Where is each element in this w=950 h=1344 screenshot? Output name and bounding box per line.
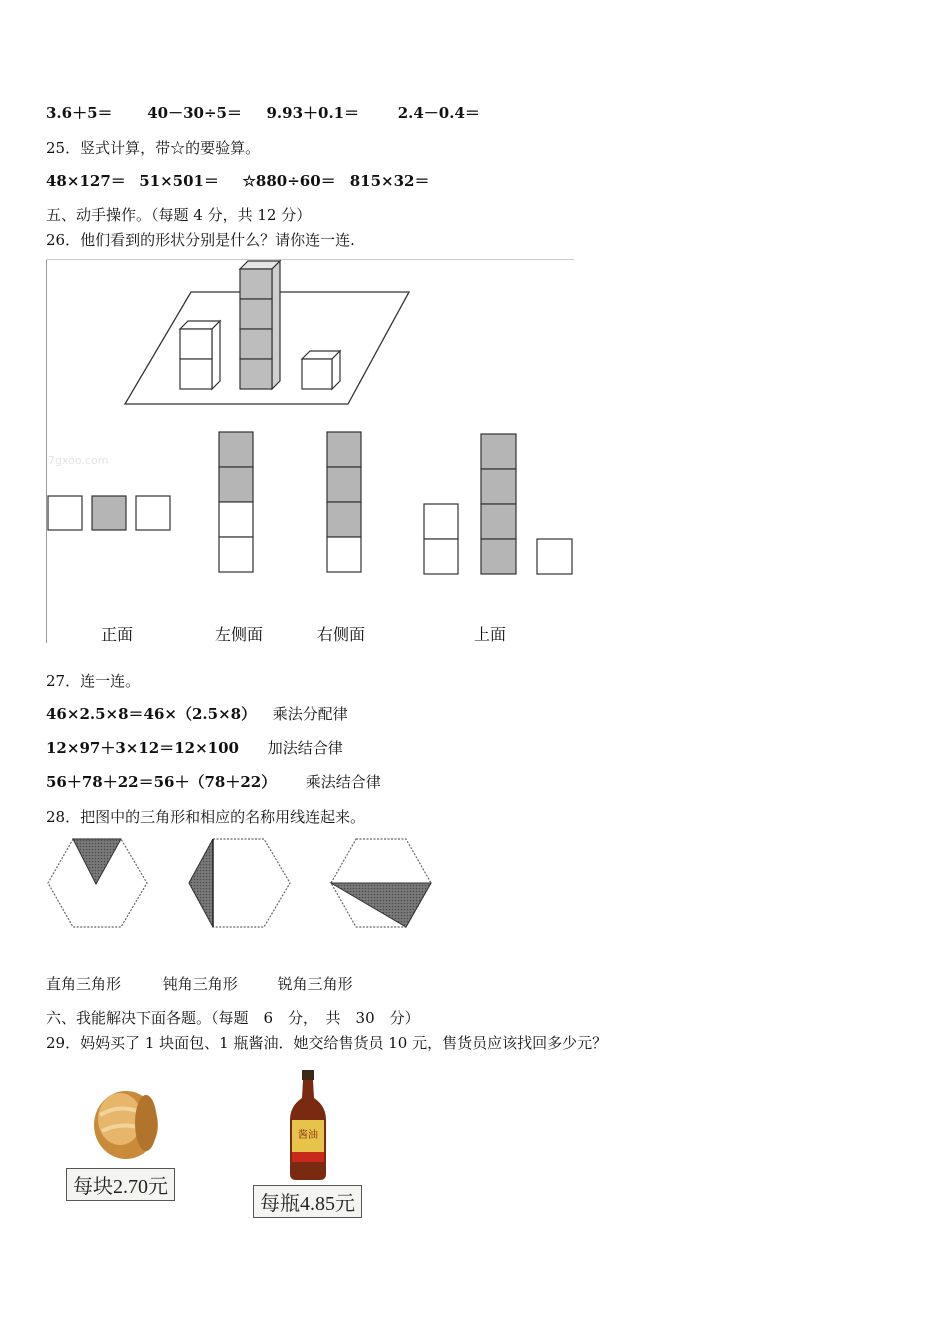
q27-law: 加法结合律 bbox=[267, 739, 343, 757]
q29-title: 29．妈妈买了 1 块面包、1 瓶酱油．她交给售货员 10 元，售货员应该找回多少元？ bbox=[46, 1034, 608, 1052]
q25-item: 48×127＝ bbox=[46, 172, 126, 190]
view-label-top: 上面 bbox=[474, 625, 507, 644]
hexagon-right bbox=[331, 839, 431, 927]
q26-drawing bbox=[46, 259, 574, 643]
q27-expr: 56＋78＋22＝56＋（78＋22） bbox=[46, 773, 277, 791]
q27-row bbox=[46, 737, 343, 758]
view-combo bbox=[424, 434, 572, 574]
bread-price-tag: 每块2.70元 bbox=[66, 1168, 175, 1201]
q24-item: 3.6＋5＝ bbox=[46, 104, 113, 122]
bottle-icon bbox=[286, 1068, 330, 1182]
q28-figure bbox=[46, 836, 436, 930]
cube-single bbox=[302, 351, 340, 389]
q26-figure bbox=[46, 259, 574, 643]
q24-row bbox=[46, 102, 480, 123]
view-front bbox=[48, 496, 170, 530]
cube-stack-gray bbox=[240, 261, 280, 389]
q28-hexagons bbox=[46, 836, 436, 930]
bread-image bbox=[90, 1085, 162, 1161]
view-tower-a bbox=[219, 432, 253, 572]
q28-name: 锐角三角形 bbox=[277, 975, 353, 993]
q25-item: 51×501＝ bbox=[139, 172, 219, 190]
q28-name: 直角三角形 bbox=[46, 975, 122, 993]
q25-title: 25．竖式计算，带☆的要验算。 bbox=[46, 139, 261, 157]
q26-title: 26．他们看到的形状分别是什么？请你连一连. bbox=[46, 231, 355, 249]
hexagon-acute bbox=[48, 839, 147, 927]
q24-item: 40－30÷5＝ bbox=[147, 104, 242, 122]
q27-title: 27．连一连。 bbox=[46, 672, 141, 690]
q28-names bbox=[46, 973, 353, 994]
q28-name: 钝角三角形 bbox=[162, 975, 238, 993]
q25-item: ☆880÷60＝ bbox=[242, 172, 336, 190]
section6-heading: 六、我能解决下面各题。（每题 6 分， 共 30 分） bbox=[46, 1009, 420, 1027]
q24-item: 2.4－0.4＝ bbox=[397, 104, 480, 122]
soy-sauce-image bbox=[286, 1068, 330, 1182]
sauce-price-tag: 每瓶4.85元 bbox=[253, 1185, 362, 1218]
watermark: 7gxoo.com bbox=[48, 454, 109, 467]
q27-law: 乘法分配律 bbox=[272, 705, 348, 723]
q27-expr: 46×2.5×8＝46×（2.5×8） bbox=[46, 705, 257, 723]
hexagon-obtuse bbox=[189, 839, 290, 927]
bread-icon bbox=[90, 1085, 162, 1161]
view-label-right: 右侧面 bbox=[317, 625, 366, 644]
view-tower-b bbox=[327, 432, 361, 572]
q25-row bbox=[46, 170, 429, 191]
q24-item: 9.93＋0.1＝ bbox=[266, 104, 360, 122]
section5-heading: 五、动手操作。（每题 4 分，共 12 分） bbox=[46, 206, 312, 224]
q27-expr: 12×97＋3×12＝12×100 bbox=[46, 739, 239, 757]
q27-row bbox=[46, 771, 381, 792]
bottle-label: 酱油 bbox=[298, 1130, 318, 1141]
q27-row bbox=[46, 703, 348, 724]
view-label-front: 正面 bbox=[101, 625, 134, 644]
cube-stack-white bbox=[180, 321, 220, 389]
q27-law: 乘法结合律 bbox=[305, 773, 381, 791]
q28-title: 28．把图中的三角形和相应的名称用线连起来。 bbox=[46, 808, 366, 826]
view-label-left: 左侧面 bbox=[215, 625, 264, 644]
q25-item: 815×32＝ bbox=[349, 172, 430, 190]
